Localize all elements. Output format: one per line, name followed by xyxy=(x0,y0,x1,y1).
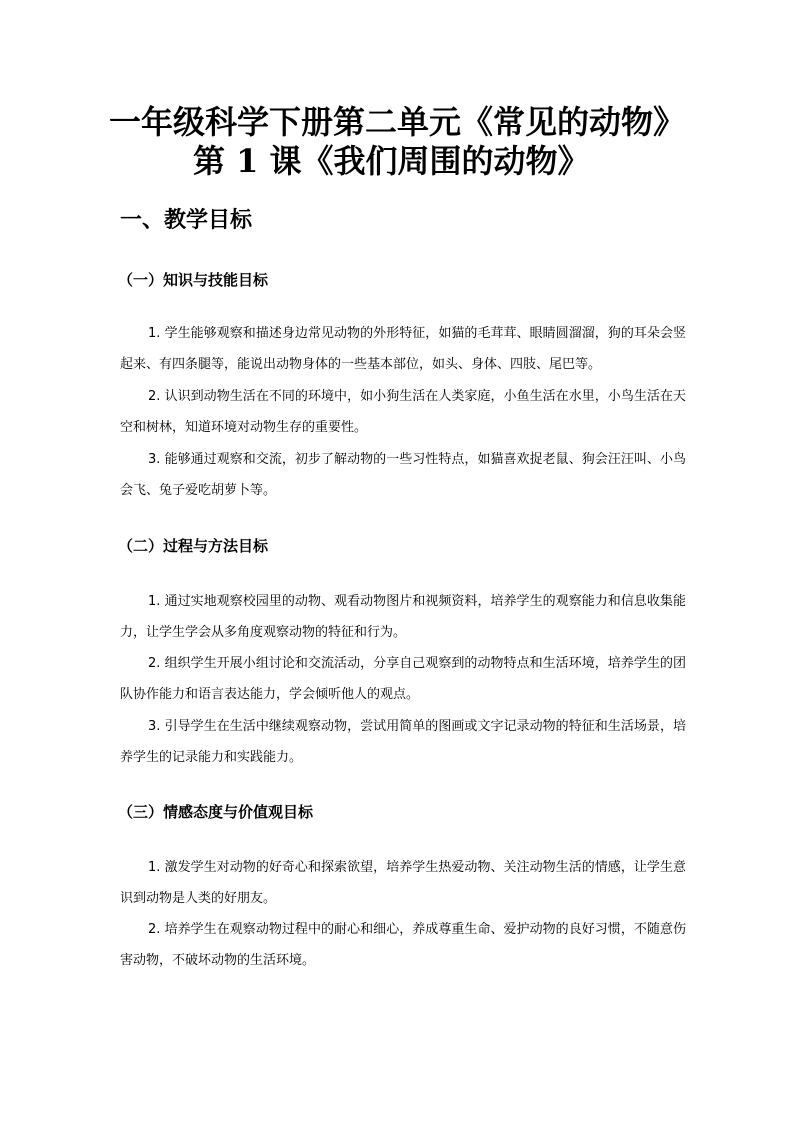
paragraph-process-1: 1. 通过实地观察校园里的动物、观看动物图片和视频资料，培养学生的观察能力和信息收集能力，让学生学会从多角度观察动物的特征和行为。 xyxy=(120,594,686,640)
subsection-heading-process-methods: （二）过程与方法目标 xyxy=(118,537,269,555)
paragraph-process-3: 3. 引导学生在生活中继续观察动物，尝试用简单的图画或文字记录动物的特征和生活场景，培养学生的记录能力和实践能力。 xyxy=(120,719,686,765)
document-title-line-2: 第 1 课《我们周围的动物》 xyxy=(193,142,590,180)
paragraph-knowledge-2: 2. 认识到动物生活在不同的环境中，如小狗生活在人类家庭，小鱼生活在水里，小鸟生活在天空和树林，知道环境对动物生存的重要性。 xyxy=(120,389,686,435)
subsection-heading-knowledge-skills: （一）知识与技能目标 xyxy=(118,271,269,289)
subsection-heading-emotion-values: （三）情感态度与价值观目标 xyxy=(118,803,314,821)
section-heading-teaching-goals: 一、教学目标 xyxy=(120,207,253,233)
paragraph-emotion-1: 1. 激发学生对动物的好奇心和探索欲望，培养学生热爱动物、关注动物生活的情感，让学生意识到动物是人类的好朋友。 xyxy=(120,860,686,906)
paragraph-emotion-2: 2. 培养学生在观察动物过程中的耐心和细心，养成尊重生命、爱护动物的良好习惯，不随意伤害动物，不破坏动物的生活环境。 xyxy=(120,922,686,968)
document-title-line-1: 一年级科学下册第二单元《常见的动物》 xyxy=(108,103,685,141)
paragraph-process-2: 2. 组织学生开展小组讨论和交流活动，分享自己观察到的动物特点和生活环境，培养学生的团队协作能力和语言表达能力，学会倾听他人的观点。 xyxy=(120,656,686,702)
paragraph-knowledge-1: 1. 学生能够观察和描述身边常见动物的外形特征，如猫的毛茸茸、眼睛圆溜溜，狗的耳朵会竖起来、有四条腿等，能说出动物身体的一些基本部位，如头、身体、四肢、尾巴等。 xyxy=(120,326,686,372)
paragraph-knowledge-3: 3. 能够通过观察和交流，初步了解动物的一些习性特点，如猫喜欢捉老鼠、狗会汪汪叫、小鸟会飞、兔子爱吃胡萝卜等。 xyxy=(120,452,686,498)
